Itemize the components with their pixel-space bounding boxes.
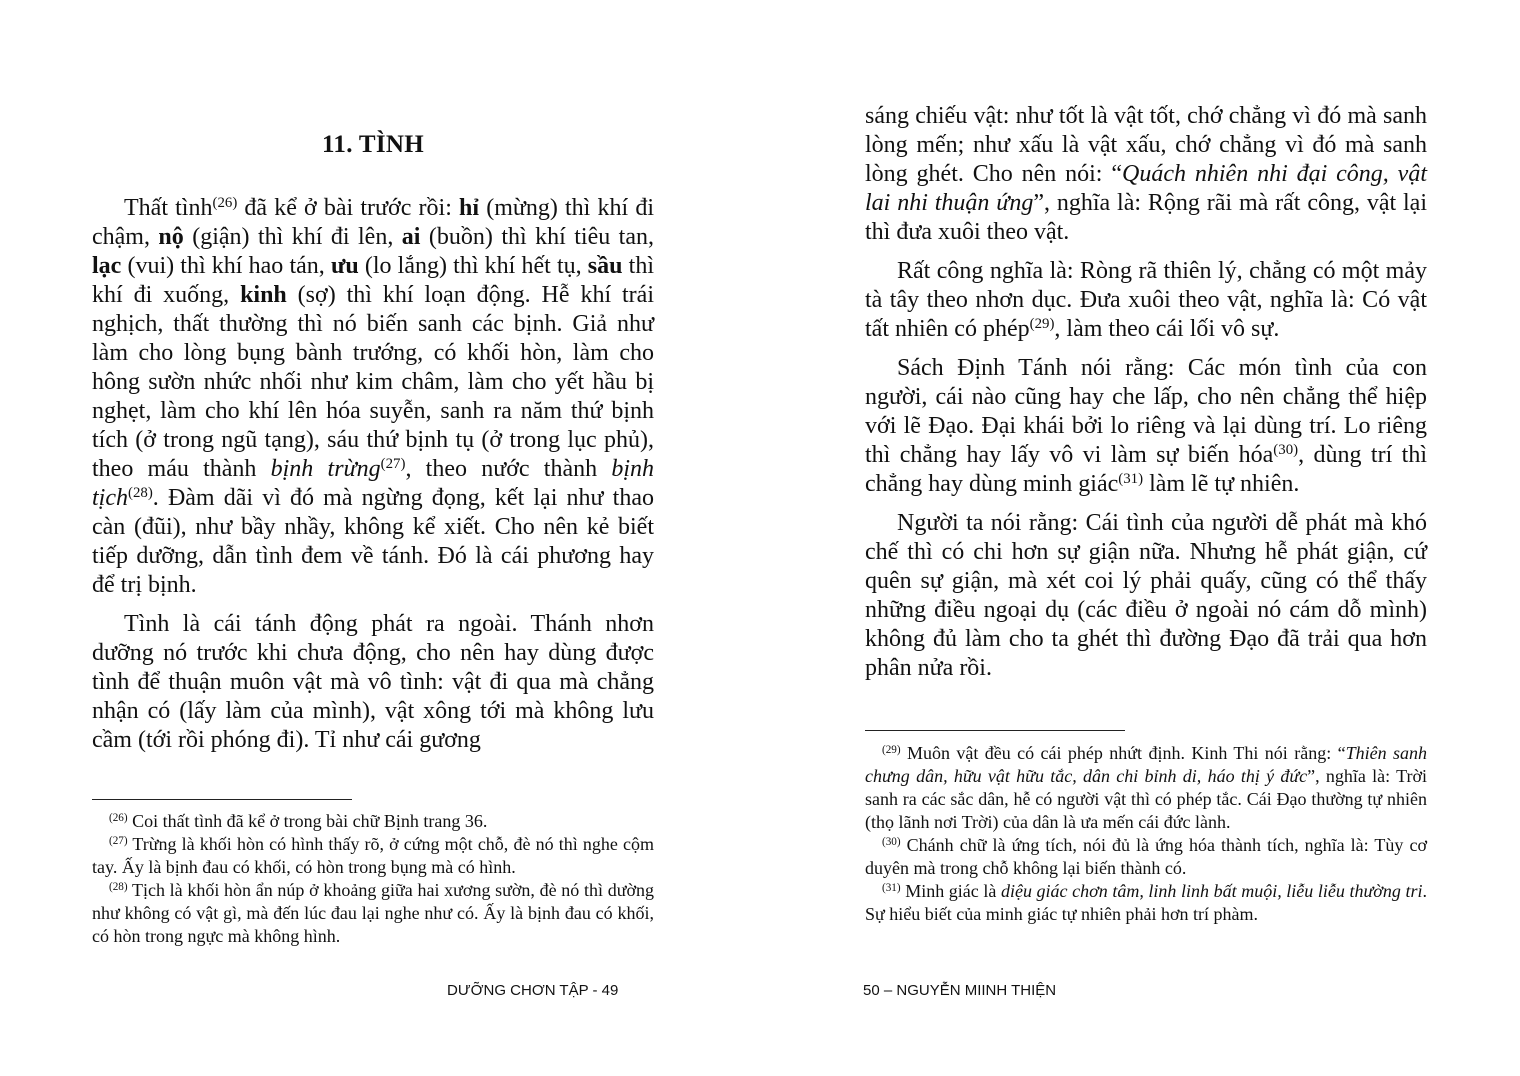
right-page xyxy=(760,0,1520,1076)
footnote-text: Tịch là khối hòn ẩn núp ở khoảng giữa hai xương sườn, đè nó thì dường như không có vật gì, mà đến lúc đau lại nghe như có. Ấy là bịnh đau có khối, có hòn trong ngực mà không hình. xyxy=(92,880,654,946)
text: ”, nghĩa là: Rộng rãi mà rất công, vật lại thì đưa xuôi theo vật. xyxy=(865,190,1428,245)
term-italic: bịnh tịch xyxy=(92,456,654,511)
footnote xyxy=(92,833,654,879)
text: , theo nước thành xyxy=(405,456,612,482)
term: nộ xyxy=(158,224,184,250)
text: Sách Định Tánh nói rằng: Các món tình của con người, cái nào cũng hay che lấp, cho nên chẳng thể hiệp với lẽ Đạo. Đại khái bởi lo riêng và lại dùng trí. Lo riêng thì chẳng hay lấy vô vi làm sự biến hóa xyxy=(865,355,1427,468)
footnote-ref[interactable]: (29) xyxy=(1029,315,1055,332)
footnote-text: Coi thất tình đã kể ở trong bài chữ Bịnh trang 36. xyxy=(127,811,488,831)
page-footer: 50 – NGUYỄN MIINH THIỆN xyxy=(863,982,1057,999)
text: , làm theo cái lối vô sự. xyxy=(1054,316,1280,342)
footnote-number: (30) xyxy=(882,835,901,848)
footnote xyxy=(865,834,1427,880)
text: thì khí đi xuống, xyxy=(92,253,654,308)
term: ưu xyxy=(330,253,359,279)
term: ai xyxy=(401,224,421,250)
footnote-text: Trừng là khối hòn có hình thấy rõ, ở cứng một chỗ, đè nó thì nghe cộm tay. Ấy là bịnh đau có khối, có hòn trong bụng mà có hình. xyxy=(92,834,654,877)
footnote-text: ”, nghĩa là: Trời sanh ra các sắc dân, hễ có người vật thì có phép tắc. Cái Đạo thường tự nhiên (thọ lãnh nơi Trời) của dân là ưa mến cái đức lành. xyxy=(865,766,1427,832)
text: . Đàm dãi vì đó mà ngừng đọng, kết lại như thao càn (đũi), như bầy nhầy, không kể xiết. Cho nên kẻ biết tiếp dưỡng, dẫn tình đem về tánh. Đó là cái phương hay để trị bịnh. xyxy=(92,485,654,598)
text: Rất công nghĩa là: Ròng rã thiên lý, chẳng có một mảy tà tây theo nhơn dục. Đưa xuôi theo vật, nghĩa là: Có vật tất nhiên có phép xyxy=(865,258,1427,342)
footnote xyxy=(865,742,1427,834)
footnote-number: (28) xyxy=(109,880,128,893)
page-footer: DƯỠNG CHƠN TẬP - 49 xyxy=(447,982,619,999)
text: (vui) thì khí hao tán, xyxy=(121,253,331,279)
footnote-number: (31) xyxy=(882,881,901,894)
text: (giận) thì khí đi lên, xyxy=(183,224,402,250)
right-footnotes xyxy=(865,742,1427,926)
footnote-divider xyxy=(92,799,352,800)
footnote-ref[interactable]: (30) xyxy=(1273,441,1299,458)
paragraph xyxy=(92,194,654,600)
text: (mừng) thì khí đi chậm, xyxy=(92,195,654,250)
text: , dùng trí thì chẳng hay dùng minh giác xyxy=(865,442,1427,497)
footnote xyxy=(92,810,654,833)
term: kinh xyxy=(240,282,287,308)
footnote xyxy=(865,880,1427,926)
chapter-title: 11. TÌNH xyxy=(322,131,424,158)
text: đã kể ở bài trước rồi: xyxy=(237,195,460,221)
paragraph xyxy=(865,257,1427,344)
footnote-divider xyxy=(865,730,1125,731)
text: sáng chiếu vật: như tốt là vật tốt, chớ chẳng vì đó mà sanh lòng mến; như xấu là vật xấu, chớ chẳng vì đó mà sanh lòng ghét. Cho nên nói: “ xyxy=(865,103,1427,187)
text: làm lẽ tự nhiên. xyxy=(1143,471,1300,497)
paragraph: Người ta nói rằng: Cái tình của người dễ phát mà khó chế thì có chi hơn sự giận nữa. Nhưng hễ phát giận, cứ quên sự giận, mà xét coi lý phải quấy, cũng có thể thấy những điều ngoại dụ (các điều ở ngoài nó cám dỗ mình) không đủ làm cho ta ghét thì đường Đạo đã trải qua hơn phân nửa rồi. xyxy=(865,510,1427,681)
text: (lo lắng) thì khí hết tụ, xyxy=(358,253,588,279)
quote-italic: Quách nhiên nhi đại công, vật lai nhi thuận ứng xyxy=(865,161,1427,216)
left-footnotes xyxy=(92,810,654,948)
footnote-ref[interactable]: (27) xyxy=(380,455,406,472)
footnote-italic: diệu giác chơn tâm, linh linh bất muội, liễu liễu thường tri xyxy=(1000,881,1423,901)
footnote xyxy=(92,879,654,948)
footnote-ref[interactable]: (28) xyxy=(128,484,153,501)
footnote-text: , nghĩa là: Tùy cơ duyên mà trong chỗ không lại biến thành có. xyxy=(865,835,1427,878)
footnote-text: Muôn vật đều có cái phép nhứt định. Kinh Thi nói rằng: “ xyxy=(900,743,1346,763)
left-body xyxy=(92,194,654,765)
footnote-number: (29) xyxy=(882,743,901,756)
paragraph: Tình là cái tánh động phát ra ngoài. Thánh nhơn dưỡng nó trước khi chưa động, cho nên hay dùng được tình để thuận muôn vật mà vô tình: vật đi qua mà chẳng nhận có (lấy làm của mình), vật xông tới mà không lưu cầm (tới rồi phóng đi). Tỉ như cái gương xyxy=(92,611,654,753)
term: lạc xyxy=(92,253,122,279)
paragraph xyxy=(865,354,1427,499)
text: (buồn) thì khí tiêu tan, xyxy=(420,224,654,250)
text: (sợ) thì khí loạn động. Hễ khí trái nghịch, thất thường thì nó biến sanh các bịnh. Giả như làm cho lòng bụng bành trướng, có khối hòn, làm cho hông sườn nhức nhối như kim châm, làm cho yết hầu bị nghẹt, làm cho khí lên hóa suyễn, sanh ra năm thứ bịnh tích (ở trong ngũ tạng), sáu thứ bịnh tụ (ở trong lục phủ), theo máu thành xyxy=(92,282,654,482)
right-body xyxy=(865,102,1427,693)
paragraph xyxy=(865,102,1427,247)
footnote-ref[interactable]: (26) xyxy=(212,194,238,211)
term: hỉ xyxy=(459,195,480,221)
footnote-text: Minh giác là xyxy=(900,881,1001,901)
footnote-text: . Sự hiểu biết của minh giác tự nhiên phải hơn trí phàm. xyxy=(865,881,1427,924)
footnote-number: (26) xyxy=(109,811,128,824)
footnote-italic: Thiên sanh chưng dân, hữu vật hữu tắc, dân chi bỉnh di, háo thị ý đức xyxy=(865,743,1427,786)
text: Thất tình xyxy=(124,195,213,221)
footnote-ref[interactable]: (31) xyxy=(1118,470,1144,487)
term-italic: bịnh trừng xyxy=(270,456,381,482)
footnote-text: Chánh chữ là ứng tích, nói đủ là ứng hóa thành tích xyxy=(900,835,1295,855)
footnote-number: (27) xyxy=(109,834,128,847)
term: sầu xyxy=(587,253,623,279)
